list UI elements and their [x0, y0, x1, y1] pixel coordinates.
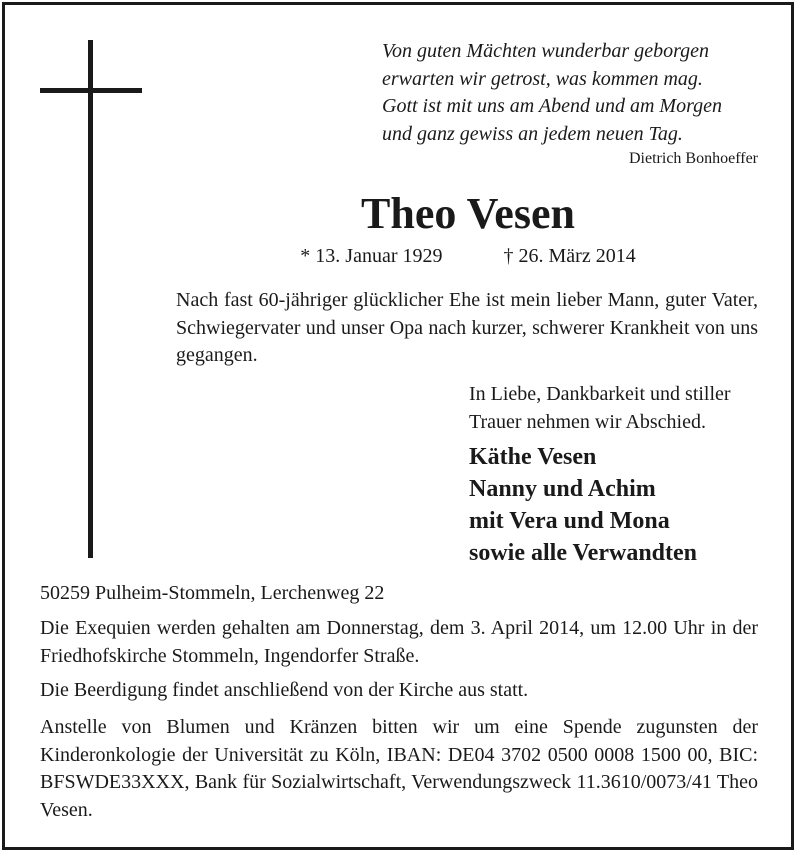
poem-author: Dietrich Bonhoeffer	[629, 150, 758, 167]
intro-text: Nach fast 60-jähriger glücklicher Ehe ist mein lieber Mann, guter Vater, Schwiegervater und unser Opa nach kurzer, schwerer Krankheit von uns gegangen.	[176, 289, 758, 366]
poem-line: Gott ist mit uns am Abend und am Morgen	[382, 95, 722, 117]
deceased-name: Theo Vesen	[361, 189, 575, 238]
poem-quote	[330, 38, 758, 170]
mourner-name: Käthe Vesen	[469, 444, 597, 470]
farewell-line: Trauer nehmen wir Abschied.	[469, 410, 706, 433]
funeral-mass-info: Die Exequien werden gehalten am Donnerstag, dem 3. April 2014, um 12.00 Uhr in der Friedhofskirche Stommeln, Ingendorfer Straße.	[40, 617, 758, 667]
death-date: † 26. März 2014	[503, 245, 636, 267]
poem-line: erwarten wir getrost, was kommen mag.	[382, 67, 703, 90]
farewell-text	[469, 381, 769, 436]
burial-info: Die Beerdigung findet anschließend von der Kirche aus statt.	[40, 679, 529, 701]
farewell-line: In Liebe, Dankbarkeit und stiller	[469, 383, 731, 405]
family-address: 50259 Pulheim-Stommeln, Lerchenweg 22	[40, 582, 385, 604]
donation-info: Anstelle von Blumen und Kränzen bitten wir um eine Spende zugunsten der Kinderonkologie der Universität zu Köln, IBAN: DE04 3702 0500 0008 1500 00, BIC: BFSWDE33XXX, Bank für Sozialwirtschaft, Verwendungszweck 11.3610/0073/41 Theo Vesen.	[40, 716, 758, 821]
birth-date: * 13. Januar 1929	[300, 245, 443, 267]
cross-horizontal-bar	[40, 88, 142, 93]
mourners-list	[469, 441, 789, 569]
cross-vertical-bar	[88, 40, 93, 558]
mourner-name: sowie alle Verwandten	[469, 540, 697, 566]
mourner-name: mit Vera und Mona	[469, 508, 670, 534]
life-dates	[170, 243, 766, 269]
mourner-name: Nanny und Achim	[469, 476, 656, 502]
poem-line: und ganz gewiss an jedem neuen Tag.	[382, 122, 683, 145]
poem-line: Von guten Mächten wunderbar geborgen	[382, 40, 709, 62]
